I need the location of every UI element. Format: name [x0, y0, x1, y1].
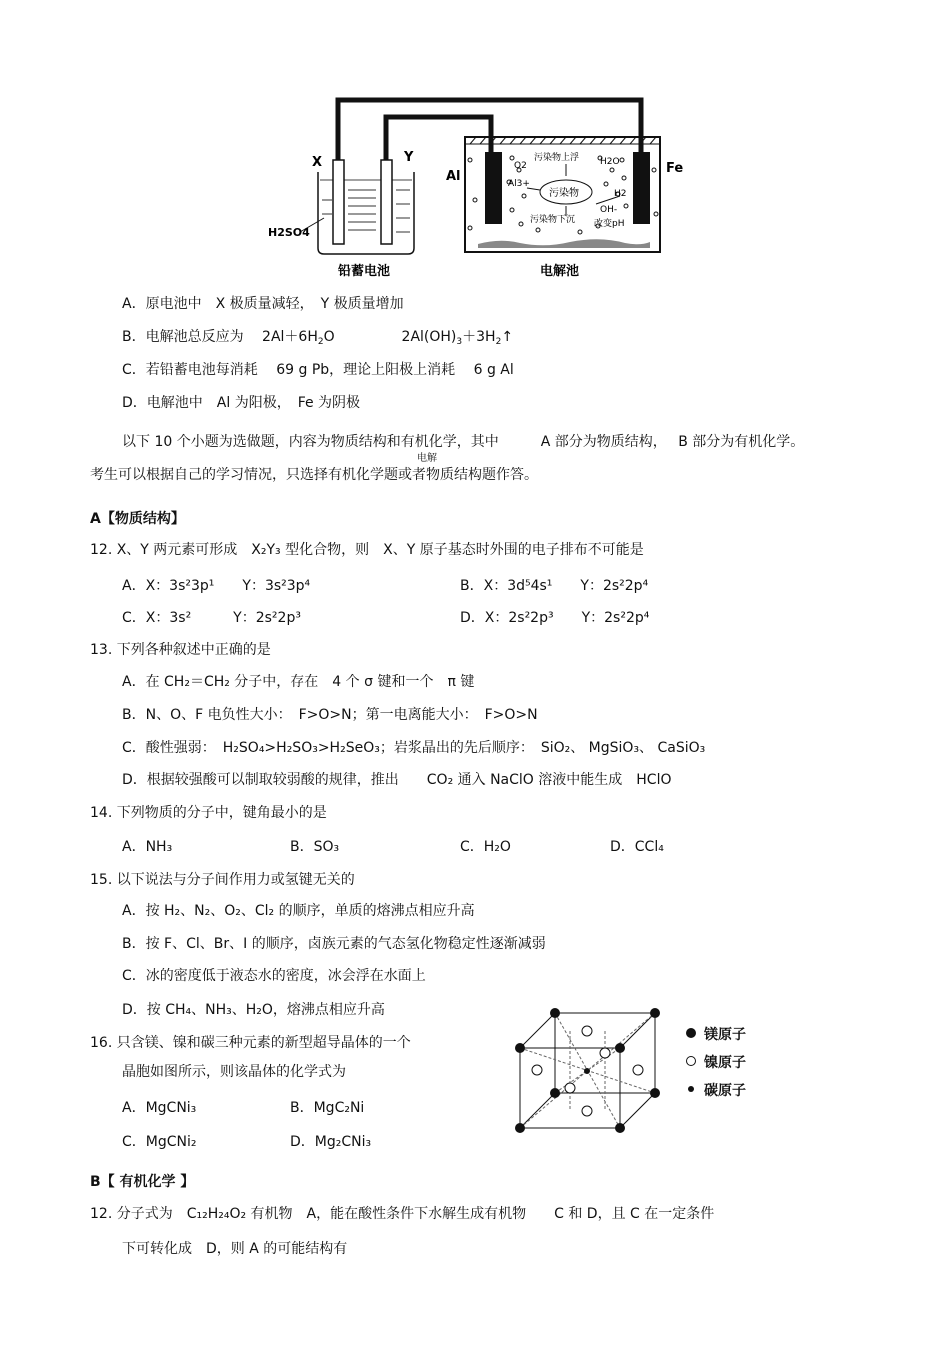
- q11-option-a: A．原电池中 X 极质量减轻， Y 极质量增加: [122, 296, 404, 312]
- sub: 3: [456, 337, 463, 347]
- section-b-heading: B【 有机化学 】: [90, 1174, 195, 1190]
- q11-option-b-prefix: B．电解池总反应为 2Al＋6H: [122, 329, 318, 345]
- electrolysis-condition: 电解: [417, 453, 437, 464]
- ni-atom-icon: [686, 1056, 696, 1066]
- q14-option-c: C．H₂O: [460, 839, 511, 855]
- q13-option-d: D．根据较强酸可以制取较弱酸的规律，推出 CO₂ 通入 NaClO 溶液中能生成 HClO: [122, 772, 672, 788]
- q16-option-c: C．MgCNi₂: [122, 1134, 197, 1150]
- q11-option-c: C．若铅蓄电池每消耗 69 g Pb，理论上阳极上消耗 6 g Al: [122, 362, 514, 378]
- q14-option-b: B．SO₃: [290, 839, 340, 855]
- q12-option-a: A．X：3s²3p¹ Y：3s²3p⁴: [122, 578, 311, 594]
- legend-label-ni: 镍原子: [704, 1055, 746, 1071]
- q12b-line-2: 下可转化成 D，则 A 的可能结构有: [122, 1241, 348, 1257]
- q13-option-a: A．在 CH₂＝CH₂ 分子中，存在 4 个 σ 键和一个 π 键: [122, 674, 475, 690]
- q11-option-b-arrow: ↑: [501, 329, 514, 345]
- q12-stem: 12. X、Y 两元素可形成 X₂Y₃ 型化合物，则 X、Y 原子基态时外围的电子排布不可能是: [90, 542, 644, 558]
- x-label: X: [312, 155, 323, 170]
- q16-option-a: A．MgCNi₃: [122, 1100, 197, 1116]
- q16-option-d: D．Mg₂CNi₃: [290, 1134, 372, 1150]
- pollutant-sink-label: 污染物下沉: [530, 215, 576, 225]
- lead-battery-caption: 铅蓄电池: [338, 264, 391, 279]
- q11-option-b: [122, 328, 513, 351]
- al-label: Al: [446, 169, 461, 184]
- oh-label: OH-: [600, 205, 618, 215]
- q15-option-b: B．按 F、Cl、Br、I 的顺序，卤族元素的气态氢化物稳定性逐渐减弱: [122, 936, 546, 952]
- q11-option-b-mid: O: [323, 329, 335, 345]
- q16-stem-1: 16. 只含镁、镍和碳三种元素的新型超导晶体的一个: [90, 1035, 411, 1051]
- q11-option-b-product: 2Al(OH): [401, 329, 457, 345]
- o2-label: O2: [514, 161, 527, 171]
- section-a-heading: A【物质结构】: [90, 511, 185, 527]
- al3-label: Al3+: [508, 179, 530, 189]
- electrolysis-diagram: [0, 0, 950, 290]
- q15-stem: 15. 以下说法与分子间作用力或氢键无关的: [90, 872, 355, 888]
- q13-stem: 13. 下列各种叙述中正确的是: [90, 642, 271, 658]
- q12-option-b: B．X：3d⁵4s¹ Y：2s²2p⁴: [460, 578, 649, 594]
- q15-option-a: A．按 H₂、N₂、O₂、Cl₂ 的顺序，单质的熔沸点相应升高: [122, 903, 475, 919]
- pollutant-label: 污染物: [549, 188, 579, 199]
- q13-option-c: C．酸性强弱： H₂SO₄>H₂SO₃>H₂SeO₃；岩浆晶出的先后顺序： SiO₂、 MgSiO₃、 CaSiO₃: [122, 740, 706, 756]
- q16-stem-2: 晶胞如图所示，则该晶体的化学式为: [122, 1064, 346, 1080]
- ph-change-label: 改变pH: [594, 219, 625, 229]
- q14-option-d: D．CCl₄: [610, 839, 664, 855]
- h2-label: H2: [614, 189, 627, 199]
- sub: 2: [317, 337, 324, 347]
- q15-option-d: D．按 CH₄、NH₃、H₂O，熔沸点相应升高: [122, 1002, 385, 1018]
- pollutant-float-label: 污染物上浮: [534, 153, 580, 163]
- h2so4-label: H2SO4: [268, 226, 310, 239]
- q12b-line-1: 12. 分子式为 C₁₂H₂₄O₂ 有机物 A，能在酸性条件下水解生成有机物 C 和 D，且 C 在一定条件: [90, 1206, 715, 1222]
- q13-option-b: B．N、O、F 电负性大小： F>O>N；第一电离能大小： F>O>N: [122, 707, 538, 723]
- q14-stem: 14. 下列物质的分子中，键角最小的是: [90, 805, 327, 821]
- c-atom-icon: [688, 1086, 694, 1092]
- electrolysis-caption: 电解池: [540, 264, 580, 279]
- intro-line-1: 以下 10 个小题为选做题，内容为物质结构和有机化学，其中 A 部分为物质结构， B 部分为有机化学。: [122, 434, 805, 450]
- q15-option-c: C．冰的密度低于液态水的密度，冰会浮在水面上: [122, 968, 426, 984]
- q11-option-d: D．电解池中 Al 为阳极， Fe 为阴极: [122, 395, 361, 411]
- q12-option-c: C．X：3s² Y：2s²2p³: [122, 610, 301, 626]
- mg-atom-icon: [686, 1028, 696, 1038]
- intro-line-2: 考生可以根据自己的学习情况，只选择有机化学题或者物质结构题作答。: [90, 467, 538, 483]
- q12-option-d: D．X：2s²2p³ Y：2s²2p⁴: [460, 610, 650, 626]
- q11-option-b-end: ＋3H: [462, 329, 496, 345]
- y-label: Y: [404, 150, 414, 165]
- fe-label: Fe: [666, 161, 684, 176]
- legend-label-c: 碳原子: [704, 1083, 746, 1099]
- q16-option-b: B．MgC₂Ni: [290, 1100, 365, 1116]
- sub: 2: [495, 337, 502, 347]
- legend-label-mg: 镁原子: [704, 1027, 746, 1043]
- h2o-label: H2O: [600, 157, 620, 167]
- q14-option-a: A．NH₃: [122, 839, 173, 855]
